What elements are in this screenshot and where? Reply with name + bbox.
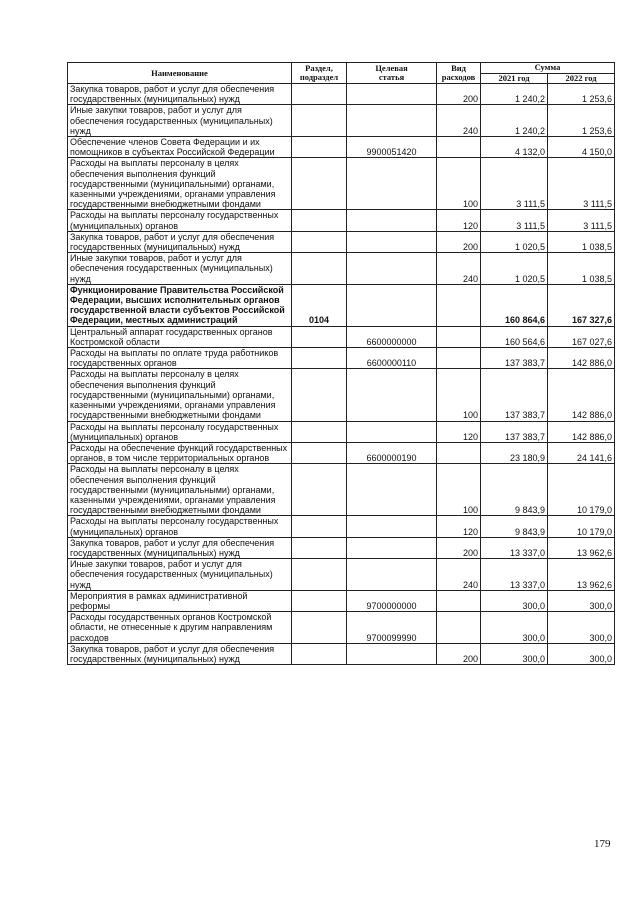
row-name: Расходы на выплаты персоналу в целях обеспечения выполнения функций государственными (муниципальными) органами, казенными учреждениями, органами управления государственными внебюджетными фондами [68, 464, 292, 516]
row-target [347, 516, 437, 537]
row-type [437, 326, 481, 347]
table-row [68, 231, 615, 252]
table-header-row [68, 63, 615, 74]
row-type [437, 284, 481, 326]
header-year-2021: 2021 год [481, 73, 548, 84]
row-section [292, 253, 347, 285]
row-sum-2022: 300,0 [548, 643, 615, 664]
row-sum-2021: 13 337,0 [481, 559, 548, 591]
row-sum-2021: 3 111,5 [481, 158, 548, 210]
table-row [68, 590, 615, 611]
row-name: Расходы на обеспечение функций государственных органов, в том числе территориальных органов [68, 442, 292, 463]
row-name: Иные закупки товаров, работ и услуг для обеспечения государственных (муниципальных) нужд [68, 105, 292, 137]
header-year-2022: 2022 год [548, 73, 615, 84]
table-row [68, 421, 615, 442]
row-sum-2022: 3 111,5 [548, 158, 615, 210]
row-target [347, 537, 437, 558]
row-sum-2022: 10 179,0 [548, 464, 615, 516]
table-row [68, 537, 615, 558]
row-target [347, 369, 437, 421]
row-target [347, 464, 437, 516]
row-type [437, 590, 481, 611]
row-type [437, 348, 481, 369]
row-sum-2022: 1 253,6 [548, 105, 615, 137]
row-type: 120 [437, 516, 481, 537]
table-row [68, 612, 615, 644]
table-row [68, 326, 615, 347]
table-row [68, 464, 615, 516]
row-target [347, 559, 437, 591]
row-section: 0104 [292, 284, 347, 326]
row-name: Закупка товаров, работ и услуг для обеспечения государственных (муниципальных) нужд [68, 537, 292, 558]
row-target [347, 158, 437, 210]
row-type: 120 [437, 421, 481, 442]
row-name: Расходы на выплаты персоналу государственных (муниципальных) органов [68, 516, 292, 537]
row-section [292, 612, 347, 644]
row-target [347, 210, 437, 231]
row-name: Расходы на выплаты персоналу в целях обеспечения выполнения функций государственными (муниципальными) органами, казенными учреждениями, органами управления государственными внебюджетными фондами [68, 158, 292, 210]
row-section [292, 105, 347, 137]
row-sum-2022: 142 886,0 [548, 421, 615, 442]
row-target [347, 253, 437, 285]
row-sum-2022: 300,0 [548, 612, 615, 644]
page-number: 179 [594, 838, 611, 850]
header-target: Целевая статья [347, 63, 437, 84]
table-row [68, 442, 615, 463]
row-name: Функционирование Правительства Российской Федерации, высших исполнительных органов государственной власти субъектов Российской Федерации, местных администраций [68, 284, 292, 326]
row-sum-2021: 9 843,9 [481, 464, 548, 516]
row-type [437, 442, 481, 463]
row-target [347, 421, 437, 442]
row-sum-2021: 160 564,6 [481, 326, 548, 347]
row-sum-2021: 137 383,7 [481, 348, 548, 369]
row-sum-2021: 1 020,5 [481, 253, 548, 285]
row-sum-2022: 167 327,6 [548, 284, 615, 326]
row-type [437, 137, 481, 158]
row-section [292, 210, 347, 231]
row-sum-2022: 4 150,0 [548, 137, 615, 158]
row-type: 100 [437, 369, 481, 421]
table-row [68, 253, 615, 285]
row-sum-2022: 3 111,5 [548, 210, 615, 231]
row-section [292, 369, 347, 421]
row-type [437, 612, 481, 644]
table-row [68, 84, 615, 105]
header-section: Раздел, подраздел [292, 63, 347, 84]
row-target: 6600000000 [347, 326, 437, 347]
table-body [68, 84, 615, 665]
table-row [68, 284, 615, 326]
row-type: 240 [437, 559, 481, 591]
row-type: 200 [437, 537, 481, 558]
row-sum-2021: 1 020,5 [481, 231, 548, 252]
row-type: 240 [437, 253, 481, 285]
row-target [347, 643, 437, 664]
row-section [292, 84, 347, 105]
table-row [68, 105, 615, 137]
row-sum-2021: 137 383,7 [481, 421, 548, 442]
row-name: Обеспечение членов Совета Федерации и их помощников в субъектах Российской Федерации [68, 137, 292, 158]
row-target: 9900051420 [347, 137, 437, 158]
row-sum-2022: 10 179,0 [548, 516, 615, 537]
row-section [292, 348, 347, 369]
row-sum-2021: 3 111,5 [481, 210, 548, 231]
row-name: Расходы на выплаты персоналу государственных (муниципальных) органов [68, 210, 292, 231]
row-target [347, 105, 437, 137]
row-name: Расходы на выплаты персоналу государственных (муниципальных) органов [68, 421, 292, 442]
row-section [292, 158, 347, 210]
row-name: Расходы на выплаты персоналу в целях обеспечения выполнения функций государственными (муниципальными) органами, казенными учреждениями, органами управления государственными внебюджетными фондами [68, 369, 292, 421]
row-sum-2021: 23 180,9 [481, 442, 548, 463]
row-name: Иные закупки товаров, работ и услуг для обеспечения государственных (муниципальных) нужд [68, 559, 292, 591]
row-type: 200 [437, 84, 481, 105]
row-section [292, 231, 347, 252]
row-target: 9700099990 [347, 612, 437, 644]
row-sum-2022: 167 027,6 [548, 326, 615, 347]
row-target: 6600000110 [347, 348, 437, 369]
table-row [68, 559, 615, 591]
table-row [68, 369, 615, 421]
row-target: 9700000000 [347, 590, 437, 611]
table-row [68, 158, 615, 210]
row-sum-2022: 1 038,5 [548, 231, 615, 252]
row-target: 6600000190 [347, 442, 437, 463]
row-sum-2021: 300,0 [481, 643, 548, 664]
table-row [68, 348, 615, 369]
row-type: 200 [437, 231, 481, 252]
table-row [68, 643, 615, 664]
row-name: Закупка товаров, работ и услуг для обеспечения государственных (муниципальных) нужд [68, 643, 292, 664]
budget-table [67, 62, 615, 665]
row-type: 100 [437, 464, 481, 516]
row-sum-2022: 24 141,6 [548, 442, 615, 463]
row-sum-2021: 4 132,0 [481, 137, 548, 158]
row-type: 100 [437, 158, 481, 210]
row-section [292, 537, 347, 558]
row-sum-2021: 160 864,6 [481, 284, 548, 326]
row-sum-2021: 300,0 [481, 612, 548, 644]
row-type: 120 [437, 210, 481, 231]
row-sum-2021: 1 240,2 [481, 105, 548, 137]
row-section [292, 442, 347, 463]
row-section [292, 590, 347, 611]
row-section [292, 421, 347, 442]
row-target [347, 284, 437, 326]
row-type: 240 [437, 105, 481, 137]
row-sum-2022: 1 038,5 [548, 253, 615, 285]
row-sum-2022: 1 253,6 [548, 84, 615, 105]
row-sum-2022: 142 886,0 [548, 369, 615, 421]
row-section [292, 464, 347, 516]
table-row [68, 210, 615, 231]
row-name: Расходы на выплаты по оплате труда работников государственных органов [68, 348, 292, 369]
row-sum-2021: 137 383,7 [481, 369, 548, 421]
row-section [292, 137, 347, 158]
row-sum-2021: 9 843,9 [481, 516, 548, 537]
header-name: Наименование [68, 63, 292, 84]
row-name: Закупка товаров, работ и услуг для обеспечения государственных (муниципальных) нужд [68, 84, 292, 105]
row-name: Закупка товаров, работ и услуг для обеспечения государственных (муниципальных) нужд [68, 231, 292, 252]
row-sum-2021: 13 337,0 [481, 537, 548, 558]
row-section [292, 643, 347, 664]
row-name: Мероприятия в рамках административной реформы [68, 590, 292, 611]
row-target [347, 231, 437, 252]
row-name: Центральный аппарат государственных органов Костромской области [68, 326, 292, 347]
row-type: 200 [437, 643, 481, 664]
header-sum: Сумма [481, 63, 615, 74]
row-sum-2022: 13 962,6 [548, 559, 615, 591]
row-section [292, 326, 347, 347]
table-row [68, 137, 615, 158]
table-row [68, 516, 615, 537]
row-sum-2022: 300,0 [548, 590, 615, 611]
row-sum-2021: 1 240,2 [481, 84, 548, 105]
row-name: Расходы государственных органов Костромской области, не отнесенные к другим направлениям расходов [68, 612, 292, 644]
row-sum-2022: 13 962,6 [548, 537, 615, 558]
row-sum-2021: 300,0 [481, 590, 548, 611]
row-target [347, 84, 437, 105]
row-section [292, 559, 347, 591]
row-section [292, 516, 347, 537]
row-name: Иные закупки товаров, работ и услуг для обеспечения государственных (муниципальных) нужд [68, 253, 292, 285]
header-type: Вид расходов [437, 63, 481, 84]
row-sum-2022: 142 886,0 [548, 348, 615, 369]
